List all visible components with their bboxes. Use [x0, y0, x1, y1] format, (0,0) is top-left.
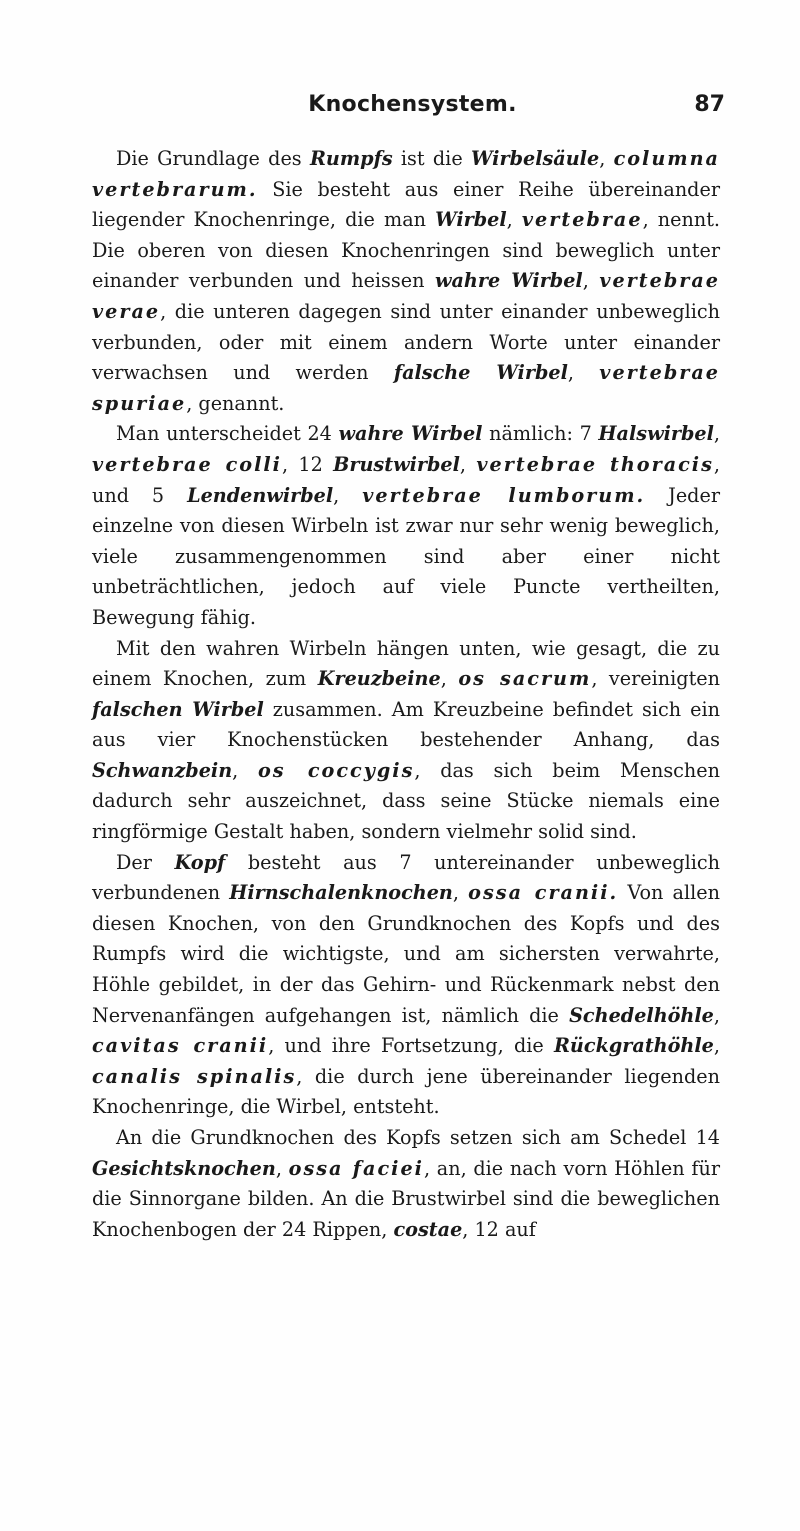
text-run: An die Grundknochen des Kopfs setzen sich am Schedel 14 — [116, 1126, 720, 1149]
text-run: , und 5 — [92, 452, 721, 507]
latin-term: vertebrae lumborum. — [362, 483, 646, 507]
german-term: wahre Wirbel — [338, 422, 483, 446]
text-run: , — [506, 208, 522, 232]
page-header — [100, 92, 725, 128]
text-run: Sie besteht aus einer Reihe übereinander liegender Knochenringe, die man — [92, 177, 720, 232]
text-run: , — [713, 1034, 720, 1058]
german-term: Schedelhöhle — [569, 1003, 714, 1027]
german-term: Hirnschalenknochen — [229, 881, 453, 905]
paragraph — [92, 848, 720, 1123]
paragraph — [92, 634, 720, 848]
latin-term: vertebrae spuriae — [92, 361, 720, 415]
text-run: , — [713, 422, 721, 446]
latin-term: ossa cranii. — [468, 881, 619, 905]
text-run: zusammen. Am Kreuzbeine befindet sich ein aus vier Knochenstücken bestehender Anhang, das — [92, 697, 720, 752]
paragraph — [92, 144, 720, 419]
german-term: Lendenwirbel — [187, 483, 334, 507]
german-term: wahre Wirbel — [434, 269, 583, 293]
text-run: nämlich: 7 — [482, 422, 599, 446]
german-term: Halswirbel — [598, 422, 714, 446]
text-run: ist die — [392, 147, 471, 170]
text-run: , die durch jene übereinander liegenden Knochenringe, die Wirbel, entsteht. — [92, 1064, 720, 1119]
page-number: 87 — [694, 92, 725, 117]
text-run: besteht aus 7 untereinander unbeweglich verbundenen — [92, 850, 720, 905]
german-term: Wirbelsäule — [470, 147, 600, 170]
german-term: Gesichtsknochen — [92, 1156, 276, 1180]
text-run: , vereinigten — [591, 667, 720, 691]
paragraph — [92, 1123, 720, 1245]
latin-term: vertebrae verae — [92, 269, 721, 323]
german-term: Kreuzbeine — [317, 667, 441, 691]
text-run: , — [232, 758, 258, 782]
latin-term: os coccygis — [257, 758, 415, 782]
text-run: , an, die nach vorn Höhlen für die Sinnorgane bilden. An die Brustwirbel sind die beweglichen Knochenbogen der 24 Rippen, — [92, 1156, 721, 1241]
german-term: Schwanzbein — [92, 758, 233, 782]
text-run: , und ihre Fortsetzung, die — [268, 1034, 554, 1058]
running-head: Knochensystem. — [308, 92, 517, 117]
latin-term: cavitas cranii — [92, 1034, 269, 1058]
german-term: Rumpfs — [309, 147, 393, 170]
text-run: , — [275, 1156, 289, 1180]
text-run: , das sich beim Menschen dadurch sehr auszeichnet, dass seine Stücke niemals eine ringförmige Gestalt haben, sondern vielmehr solid sind. — [92, 758, 720, 844]
text-run: , 12 — [281, 452, 334, 476]
text-run: , 12 auf — [462, 1217, 536, 1241]
text-run: , die unteren dagegen sind unter einander unbeweglich verbunden, oder mit einem andern Worte unter einander verwachsen und werden — [92, 299, 720, 385]
latin-term: columna vertebrarum. — [92, 147, 720, 201]
german-term: falsche Wirbel — [393, 361, 568, 385]
text-run: Jeder einzelne von diesen Wirbeln ist zwar nur sehr wenig beweglich, viele zusammengenommen sind aber einer nicht unbeträchtlichen, jedoch auf viele Puncte vertheilten, Bewegung fähig. — [92, 483, 720, 629]
text-run: , — [599, 147, 614, 170]
text-run: Mit den wahren Wirbeln hängen unten, wie gesagt, die zu einem Knochen, zum — [92, 636, 720, 691]
text-run: , — [440, 667, 459, 691]
german-term: Kopf — [174, 850, 226, 874]
german-term: falschen Wirbel — [92, 697, 264, 721]
latin-term: vertebrae thoracis — [476, 452, 714, 476]
text-run: , nennt. Die oberen von diesen Knochenringen sind beweglich unter einander verbunden und heissen — [92, 208, 721, 293]
latin-term: vertebrae — [521, 208, 643, 232]
text-run: Von allen diesen Knochen, von den Grundknochen des Kopfs und des Rumpfs wird die wichtigste, und am sichersten verwahrte, Höhle gebildet, in der das Gehirn- und Rückenmark nebst den Nervenanfängen aufgehangen ist, nämlich die — [92, 881, 720, 1027]
text-run: , — [567, 361, 600, 385]
paragraph — [92, 419, 720, 633]
text-run: Man unterscheidet 24 — [116, 422, 339, 446]
latin-term: ossa faciei — [288, 1156, 424, 1180]
text-run: , — [333, 483, 363, 507]
german-term: Brustwirbel — [333, 452, 460, 476]
body-text — [92, 144, 720, 1245]
latin-term: vertebrae colli — [92, 452, 282, 476]
latin-term: os sacrum — [458, 667, 592, 691]
text-run: , genannt. — [186, 391, 285, 415]
german-term: costae — [393, 1217, 463, 1241]
text-run: , — [452, 881, 469, 905]
text-run: Der — [116, 850, 175, 874]
german-term: Wirbel — [435, 208, 507, 232]
latin-term: canalis spinalis — [92, 1064, 297, 1088]
text-run: , — [713, 1003, 720, 1027]
german-term: Rückgrathöhle — [553, 1034, 714, 1058]
text-run: Die Grundlage des — [116, 147, 310, 170]
text-run: , — [582, 269, 600, 293]
text-run: , — [459, 452, 477, 476]
